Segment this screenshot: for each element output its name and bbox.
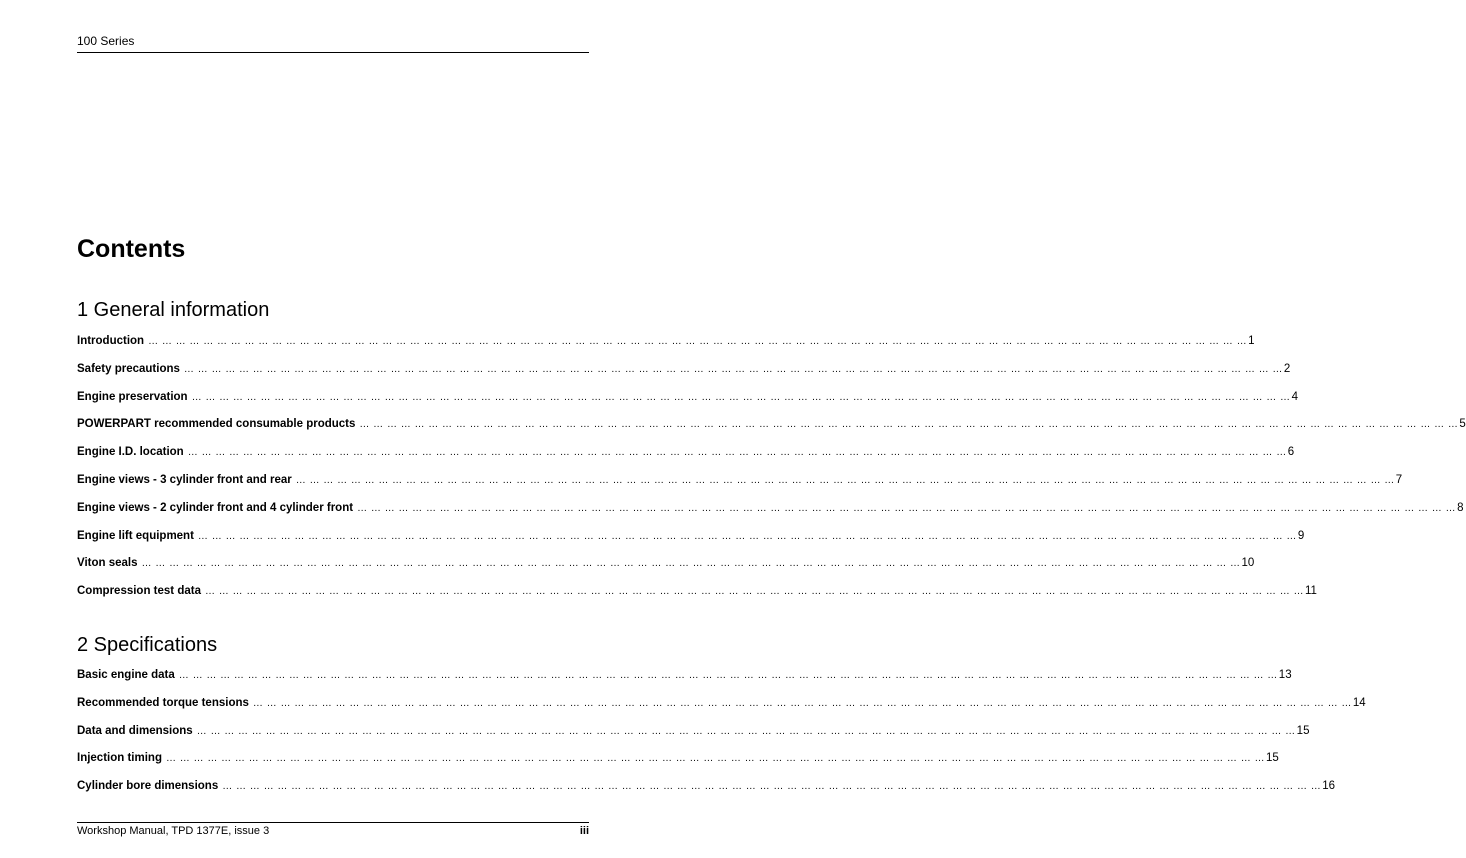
manual-reference: Workshop Manual, TPD 1377E, issue 3 [77,825,270,837]
dot-leader: … … … … … … … … … … … … … … … … … … … … … … … … … … … … … … … … … … … … … … … … … … … … … … … … … … … … … … … … … … … … … … … … … … … … … … … … … … … … … … … … [359,419,1459,431]
toc-entry-title: Cylinder bore dimensions [77,780,219,793]
toc-entry[interactable] [77,501,1464,529]
toc-entry[interactable] [77,696,1366,724]
dot-leader: … … … … … … … … … … … … … … … … … … … … … … … … … … … … … … … … … … … … … … … … … … … … … … … … … … … … … … … … … … … … … … … … … … … … … … … … … … … … … … … … [183,363,1283,375]
toc-entry-title: Engine I.D. location [77,446,184,459]
dot-leader: … … … … … … … … … … … … … … … … … … … … … … … … … … … … … … … … … … … … … … … … … … … … … … … … … … … … … … … … … … … … … … … … … … … … … … … … … … … … … … … … [222,781,1322,793]
toc-entry[interactable] [77,362,1291,390]
toc-entry[interactable] [77,445,1295,473]
dot-leader: … … … … … … … … … … … … … … … … … … … … … … … … … … … … … … … … … … … … … … … … … … … … … … … … … … … … … … … … … … … … … … … … … … … … … … … … … … … … … … … … [141,558,1241,570]
toc-entry-page: 16 [1322,780,1336,793]
toc-entry-page: 5 [1459,418,1466,431]
toc-entry-title: Engine lift equipment [77,529,194,542]
toc-list-general-information [77,334,1466,612]
toc-entry-title: Recommended torque tensions [77,696,249,709]
toc-entry-title: Engine preservation [77,390,188,403]
page-number: iii [579,825,589,837]
toc-entry-page: 11 [1304,585,1317,598]
toc-entry-title: Viton seals [77,557,138,570]
toc-entry-page: 1 [1248,335,1255,347]
toc-entry-title: POWERPART recommended consumable products [77,418,356,431]
dot-leader: … … … … … … … … … … … … … … … … … … … … … … … … … … … … … … … … … … … … … … … … … … … … … … … … … … … … … … … … … … … … … … … … … … … … … … … … … … … … … … … … [197,530,1297,542]
toc-entry[interactable] [77,390,1298,418]
toc-entry-title: Engine views - 2 cylinder front and 4 cylinder front [77,501,354,514]
toc-entry[interactable] [77,529,1305,557]
section-heading-specifications: 2 Specifications [77,634,218,656]
toc-entry[interactable] [77,751,1279,779]
toc-entry-page: 4 [1291,390,1298,403]
toc-entry[interactable] [77,334,1255,362]
dot-leader: … … … … … … … … … … … … … … … … … … … … … … … … … … … … … … … … … … … … … … … … … … … … … … … … … … … … … … … … … … … … … … … … … … … … … … … … … … … … … … … … [187,447,1287,459]
toc-entry[interactable] [77,668,1292,696]
dot-leader: … … … … … … … … … … … … … … … … … … … … … … … … … … … … … … … … … … … … … … … … … … … … … … … … … … … … … … … … … … … … … … … … … … … … … … … … … … … … … … … … [196,725,1296,737]
running-header [77,34,589,53]
running-footer [77,822,589,838]
toc-entry-title: Compression test data [77,585,201,598]
toc-entry[interactable] [77,584,1317,612]
dot-leader: … … … … … … … … … … … … … … … … … … … … … … … … … … … … … … … … … … … … … … … … … … … … … … … … … … … … … … … … … … … … … … … … … … … … … … … … … … … … … … … … [252,697,1352,709]
toc-entry-page: 9 [1297,529,1305,542]
toc-entry-page: 2 [1283,362,1291,375]
contents-title: Contents [77,235,186,263]
toc-entry-page: 15 [1265,752,1279,765]
dot-leader: … … … … … … … … … … … … … … … … … … … … … … … … … … … … … … … … … … … … … … … … … … … … … … … … … … … … … … … … … … … … … … … … … … … … … … … … … … … … … … … … [165,753,1265,765]
toc-entry[interactable] [77,417,1466,445]
toc-entry[interactable] [77,473,1403,501]
toc-entry-page: 8 [1457,501,1464,514]
series-label: 100 Series [77,34,135,48]
toc-list-specifications [77,668,1366,807]
toc-entry-page: 13 [1278,669,1292,681]
toc-entry-title: Injection timing [77,752,162,765]
toc-entry-title: Safety precautions [77,362,180,375]
toc-entry-title: Introduction [77,335,145,347]
dot-leader: … … … … … … … … … … … … … … … … … … … … … … … … … … … … … … … … … … … … … … … … … … … … … … … … … … … … … … … … … … … … … … … … … … … … … … … … … … … … … … … … [178,670,1278,681]
toc-entry-page: 14 [1352,696,1366,709]
dot-leader: … … … … … … … … … … … … … … … … … … … … … … … … … … … … … … … … … … … … … … … … … … … … … … … … … … … … … … … … … … … … … … … … … … … … … … … … … … … … … … … … [295,474,1395,486]
toc-entry-page: 7 [1395,473,1403,486]
toc-entry-title: Data and dimensions [77,724,193,737]
toc-entry-title: Engine views - 3 cylinder front and rear [77,473,292,486]
toc-entry-page: 15 [1296,724,1310,737]
toc-entry-title: Basic engine data [77,669,175,681]
dot-leader: … … … … … … … … … … … … … … … … … … … … … … … … … … … … … … … … … … … … … … … … … … … … … … … … … … … … … … … … … … … … … … … … … … … … … … … … … … … … … … … … [357,502,1457,514]
dot-leader: … … … … … … … … … … … … … … … … … … … … … … … … … … … … … … … … … … … … … … … … … … … … … … … … … … … … … … … … … … … … … … … … … … … … … … … … … … … … … … … … [148,336,1248,347]
section-heading-general-information: 1 General information [77,299,270,321]
dot-leader: … … … … … … … … … … … … … … … … … … … … … … … … … … … … … … … … … … … … … … … … … … … … … … … … … … … … … … … … … … … … … … … … … … … … … … … … … … … … … … … … [191,391,1291,403]
dot-leader: … … … … … … … … … … … … … … … … … … … … … … … … … … … … … … … … … … … … … … … … … … … … … … … … … … … … … … … … … … … … … … … … … … … … … … … … … … … … … … … … [204,586,1304,598]
toc-entry-page: 10 [1241,557,1255,570]
toc-entry[interactable] [77,779,1336,807]
toc-entry[interactable] [77,556,1255,584]
toc-entry[interactable] [77,724,1310,752]
toc-entry-page: 6 [1287,446,1295,459]
